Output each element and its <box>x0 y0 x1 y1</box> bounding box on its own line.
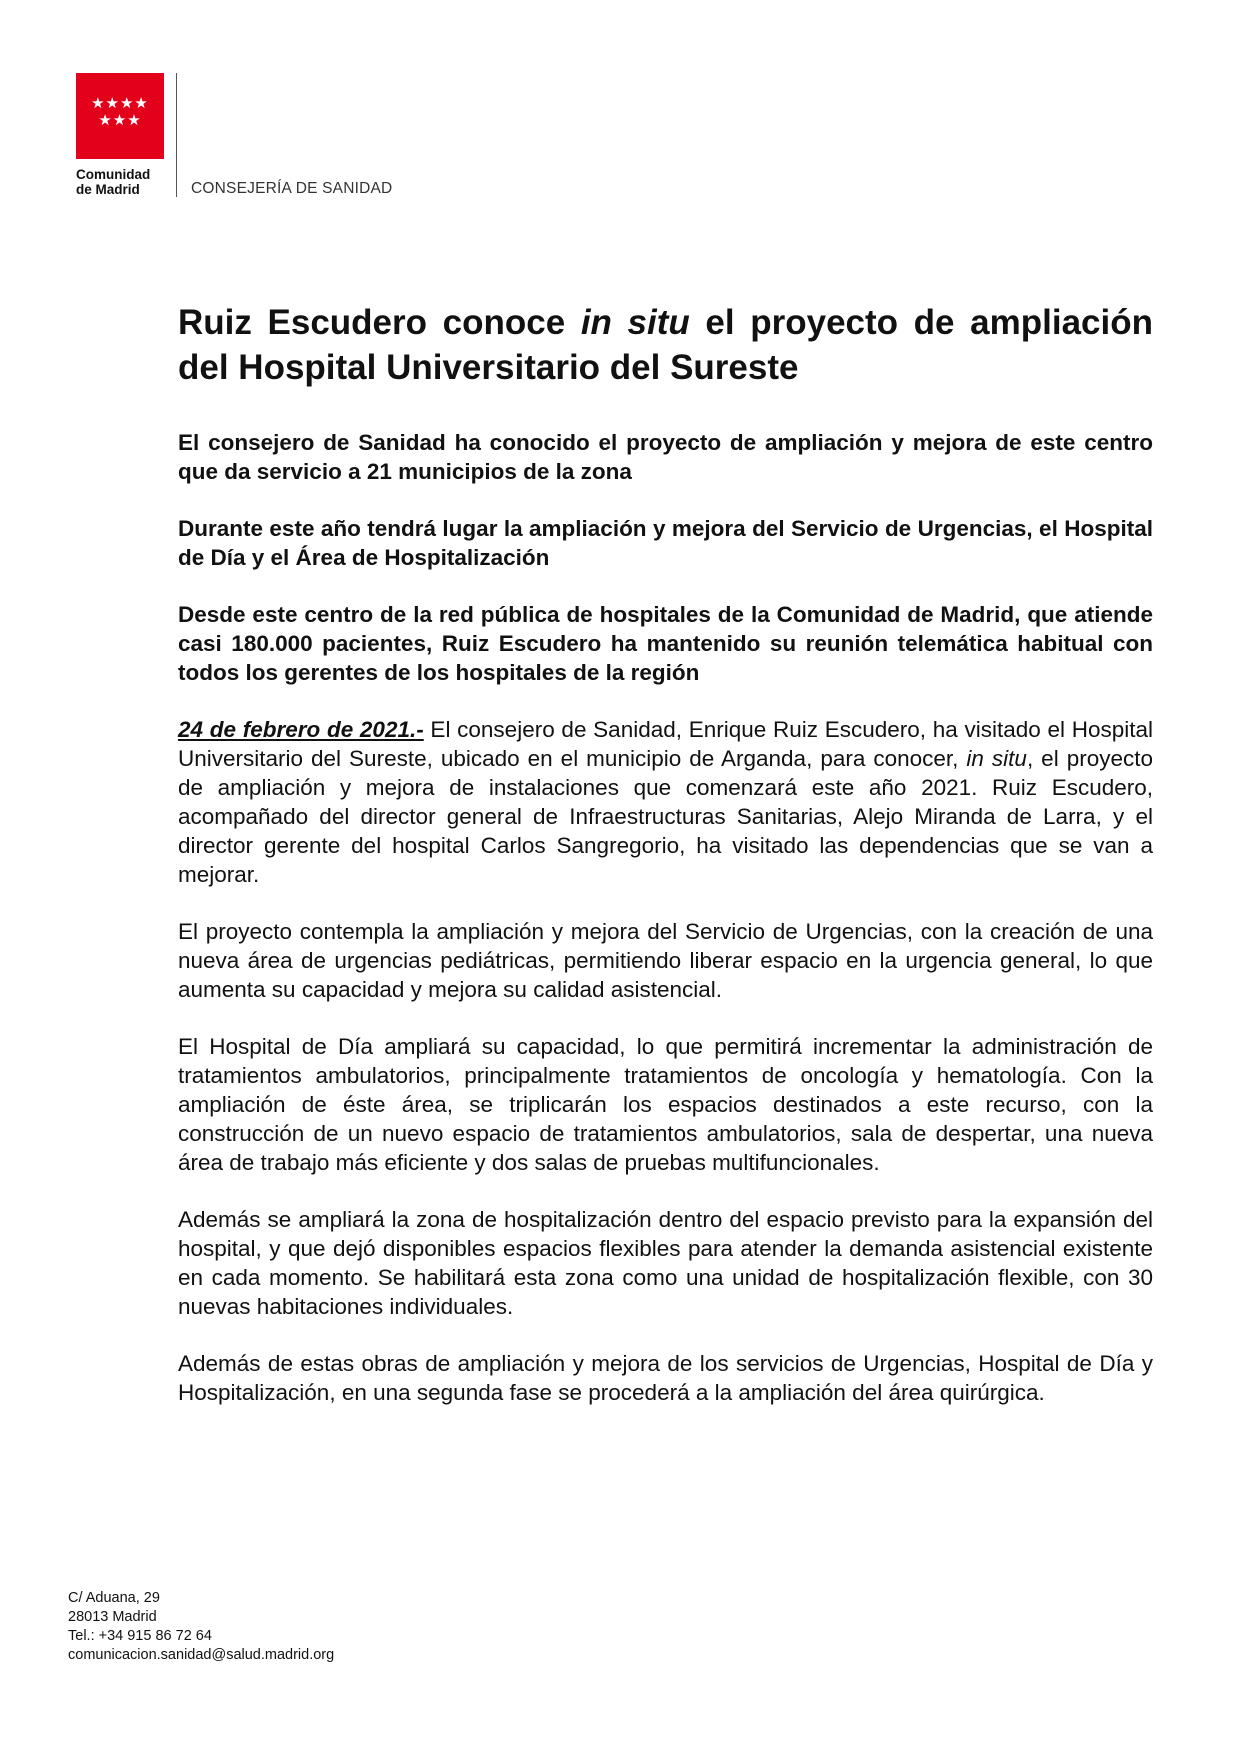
title-part-2: el proyecto de ampliación del Hospital Universitario del Sureste <box>178 303 1153 387</box>
footer-email: comunicacion.sanidad@salud.madrid.org <box>68 1647 335 1663</box>
title-part-1: Ruiz Escudero conoce <box>178 303 581 342</box>
footer-city: 28013 Madrid <box>68 1609 157 1625</box>
lead-text-1: El consejero de Sanidad, Enrique Ruiz Escudero, ha visitado el Hospital Universitario del Sureste, ubicado en el municipio de Arganda, para conocer, <box>178 717 1153 771</box>
org-name <box>76 167 150 197</box>
body-paragraph-1: El proyecto contempla la ampliación y mejora del Servicio de Urgencias, con la creación de una nueva área de urgencias pediátricas, permitiendo liberar espacio en la urgencia general, lo que aumenta su capacidad y mejora su calidad asistencial. <box>178 919 1153 1002</box>
logo-stars <box>76 95 164 129</box>
comunidad-madrid-logo <box>76 73 164 159</box>
stars-row-bottom: ★★★ <box>98 112 142 129</box>
department-name: CONSEJERÍA DE SANIDAD <box>191 180 393 197</box>
subhead-2: Durante este año tendrá lugar la ampliación y mejora del Servicio de Urgencias, el Hospital de Día y el Área de Hospitalización <box>178 516 1153 570</box>
stars-row-top: ★★★★ <box>91 95 149 112</box>
org-name-line1: Comunidad <box>76 167 151 182</box>
body-paragraph-2: El Hospital de Día ampliará su capacidad, lo que permitirá incrementar la administración de tratamientos ambulatorios, principalmente tratamientos de oncología y hematología. Con la ampliación de éste área, se triplicarán los espacios destinados a este recurso, con la construcción de un nuevo espacio de tratamientos ambulatorios, sala de despertar, una nueva área de trabajo más eficiente y dos salas de pruebas multifuncionales. <box>178 1034 1153 1175</box>
body-paragraph-4: Además de estas obras de ampliación y mejora de los servicios de Urgencias, Hospital de Día y Hospitalización, en una segunda fase se procederá a la ampliación del área quirúrgica. <box>178 1351 1153 1405</box>
footer-phone: Tel.: +34 915 86 72 64 <box>68 1628 212 1644</box>
dateline: 24 de febrero de 2021.- <box>178 717 424 742</box>
footer-address: C/ Aduana, 29 <box>68 1590 160 1606</box>
lead-text-2: , el proyecto de ampliación y mejora de instalaciones que comenzará este año 2021. Ruiz Escudero, acompañado del director general de Infraestructuras Sanitarias, Alejo Miranda de Larra, y el director gerente del hospital Carlos Sangregorio, ha visitado las dependencias que se van a mejorar. <box>178 746 1153 887</box>
title-italic: in situ <box>580 303 690 342</box>
article <box>178 300 1153 1435</box>
lead-italic: in situ <box>966 746 1027 771</box>
body-paragraph-3: Además se ampliará la zona de hospitalización dentro del espacio previsto para la expansión del hospital, y que dejó disponibles espacios flexibles para atender la demanda asistencial existente en cada momento. Se habilitará esta zona como una unidad de hospitalización flexible, con 30 nuevas habitaciones individuales. <box>178 1207 1153 1319</box>
article-title <box>178 300 1153 390</box>
lead-paragraph <box>178 715 1153 889</box>
subhead-1: El consejero de Sanidad ha conocido el proyecto de ampliación y mejora de este centro que da servicio a 21 municipios de la zona <box>178 430 1153 484</box>
subhead-3: Desde este centro de la red pública de hospitales de la Comunidad de Madrid, que atiende casi 180.000 pacientes, Ruiz Escudero ha mantenido su reunión telemática habitual con todos los gerentes de los hospitales de la región <box>178 602 1153 685</box>
header-divider <box>176 73 177 197</box>
footer-contact <box>68 1589 334 1665</box>
org-name-line2: de Madrid <box>76 182 140 197</box>
